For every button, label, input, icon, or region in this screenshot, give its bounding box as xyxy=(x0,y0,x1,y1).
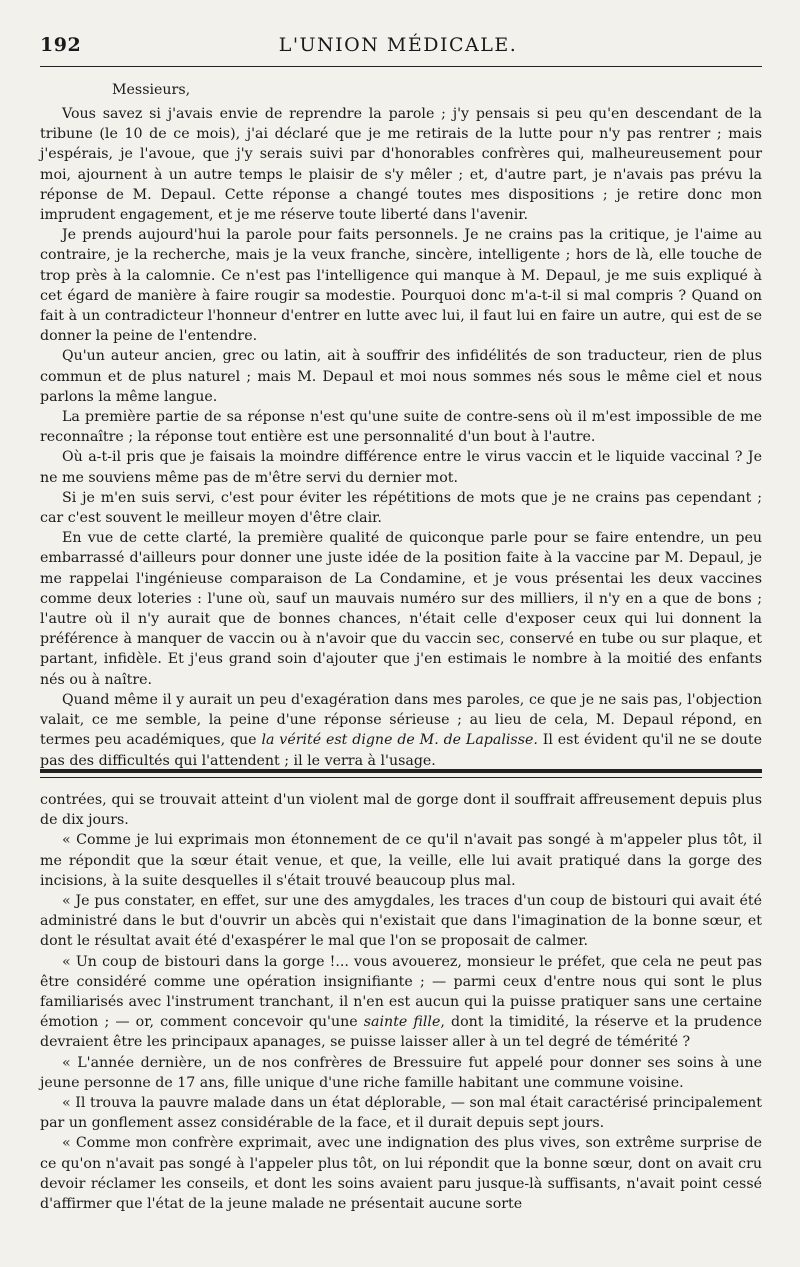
italic-quote: la vérité est digne de M. de Lapalisse. xyxy=(261,732,538,749)
salutation: Messieurs, xyxy=(112,82,191,98)
paragraph-fragment: , dont la timidité, la réserve et la prudence devraient être les principaux apanages, se puisse laisser aller à un tel degré de témérité ? xyxy=(40,1014,762,1051)
journal-title: L'UNION MÉDICALE. xyxy=(278,34,518,56)
paragraph-fragment: Quand même il y aurait un peu d'exagération dans mes paroles, ce que je ne sais pas, l'objection valait, ce me semble, la peine d'une réponse sérieuse ; au lieu de cela, M. Depaul répond, en termes peu académiques, que xyxy=(40,691,762,749)
page-header xyxy=(28,30,768,64)
paragraph-fragment: Il est évident qu'il ne se doute pas des difficultés qui l'attendent ; il le verra à l'usage. xyxy=(40,732,762,769)
feuilleton-divider-bottom xyxy=(40,777,762,778)
paragraph: Où a-t-il pris que je faisais la moindre différence entre le virus vaccin et le liquide vaccinal ? Je ne me souviens même pas de m'être servi du dernier mot. xyxy=(40,449,762,486)
paragraph: « Il trouva la pauvre malade dans un état déplorable, — son mal était caractérisé principalement par un gonflement assez considérable de la face, et il durait depuis sept jours. xyxy=(40,1095,762,1132)
feuilleton-section xyxy=(40,790,762,1214)
italic-quote: sainte fille xyxy=(363,1014,441,1031)
paragraph-fragment: « Un coup de bistouri dans la gorge !... vous avouerez, monsieur le préfet, que cela ne peut pas être considéré comme une opération insignifiante ; — parmi ceux d'entre nous qui sont le plus familiarisés avec l'instrument tranchant, il n'en est aucun qui la puisse pratiquer sans une certaine émotion ; — or, comment concevoir qu'une xyxy=(40,953,762,1031)
feuilleton-divider-top xyxy=(40,769,762,773)
header-rule xyxy=(40,66,762,67)
paragraph: Vous savez si j'avais envie de reprendre la parole ; j'y pensais si peu qu'en descendant de la tribune (le 10 de ce mois), j'ai déclaré que je me retirais de la lutte pour n'y pas rentrer ; mais j'espérais, je l'avoue, que j'y serais suivi par d'honorables confrères qui, malheureusement pour moi, ajournent à un autre temps le plaisir de s'y mêler ; et, d'autre part, je n'avais pas prévu la réponse de M. Depaul. Cette réponse a changé toutes mes dispositions ; je retire donc mon imprudent engagement, et je me réserve toute liberté dans l'avenir. xyxy=(40,106,762,224)
letter-section xyxy=(40,80,762,771)
paragraph: « Comme je lui exprimais mon étonnement de ce qu'il n'avait pas songé à m'appeler plus tôt, il me répondit que la sœur était venue, et que, la veille, elle lui avait pratiqué dans la gorge des incisions, à la suite desquelles il s'était trouvé beaucoup plus mal. xyxy=(40,832,762,889)
paragraph xyxy=(40,952,762,1053)
paragraph: En vue de cette clarté, la première qualité de quiconque parle pour se faire entendre, un peu embarrassé d'ailleurs pour donner une juste idée de la position faite à la vaccine par M. Depaul, je me rappelai l'ingénieuse comparaison de La Condamine, et je vous présentai les deux vaccines comme deux loteries : l'une où, sauf un mauvais numéro sur des milliers, il n'y en a que de bons ; l'autre où il n'y aurait que de bonnes chances, n'était celle d'exposer ceux qui lui donnent la préférence à manquer de vaccin ou à n'avoir que du vaccin sec, conservé en tube ou sur plaque, et partant, infidèle. Et j'eus grand soin d'ajouter que j'en estimais le nombre à la moitié des enfants nés ou à naître. xyxy=(40,530,762,688)
paragraph xyxy=(40,690,762,771)
paragraph: La première partie de sa réponse n'est qu'une suite de contre-sens où il m'est impossible de me reconnaître ; la réponse tout entière est une personnalité d'un bout à l'autre. xyxy=(40,409,762,446)
paragraph: « Comme mon confrère exprimait, avec une indignation des plus vives, son extrême surprise de ce qu'on n'avait pas songé à l'appeler plus tôt, on lui répondit que la bonne sœur, dont on avait cru devoir réclamer les conseils, et dont les soins avaient paru jusque-là suffisants, n'avait point cessé d'affirmer que l'état de la jeune malade ne présentait aucune sorte xyxy=(40,1135,762,1213)
paragraph: « L'année dernière, un de nos confrères de Bressuire fut appelé pour donner ses soins à une jeune personne de 17 ans, fille unique d'une riche famille habitant une commune voisine. xyxy=(40,1054,762,1091)
paragraph: Je prends aujourd'hui la parole pour faits personnels. Je ne crains pas la critique, je l'aime au contraire, je la recherche, mais je la veux franche, sincère, intelligente ; hors de là, elle touche de trop près à la calomnie. Ce n'est pas l'intelligence qui manque à M. Depaul, je me suis expliqué à cet égard de manière à faire rougir sa modestie. Pourquoi donc m'a-t-il si mal compris ? Quand on fait à un contradicteur l'honneur d'entrer en lutte avec lui, il faut lui en faire un autre, qui est de se donner la peine de l'entendre. xyxy=(40,227,762,345)
paragraph: « Je pus constater, en effet, sur une des amygdales, les traces d'un coup de bistouri qui avait été administré dans le but d'ouvrir un abcès qui n'existait que dans l'imagination de la bonne sœur, et dont le résultat avait été d'exaspérer le mal que l'on se proposait de calmer. xyxy=(40,893,762,950)
page-number: 192 xyxy=(40,34,82,56)
paragraph: Qu'un auteur ancien, grec ou latin, ait à souffrir des infidélités de son traducteur, rien de plus commun et de plus naturel ; mais M. Depaul et moi nous sommes nés sous le même ciel et nous parlons la même langue. xyxy=(40,348,762,405)
paragraph: Si je m'en suis servi, c'est pour éviter les répétitions de mots que je ne crains pas cependant ; car c'est souvent le meilleur moyen d'être clair. xyxy=(40,489,762,527)
paragraph: contrées, qui se trouvait atteint d'un violent mal de gorge dont il souffrait affreusement depuis plus de dix jours. xyxy=(40,792,762,829)
